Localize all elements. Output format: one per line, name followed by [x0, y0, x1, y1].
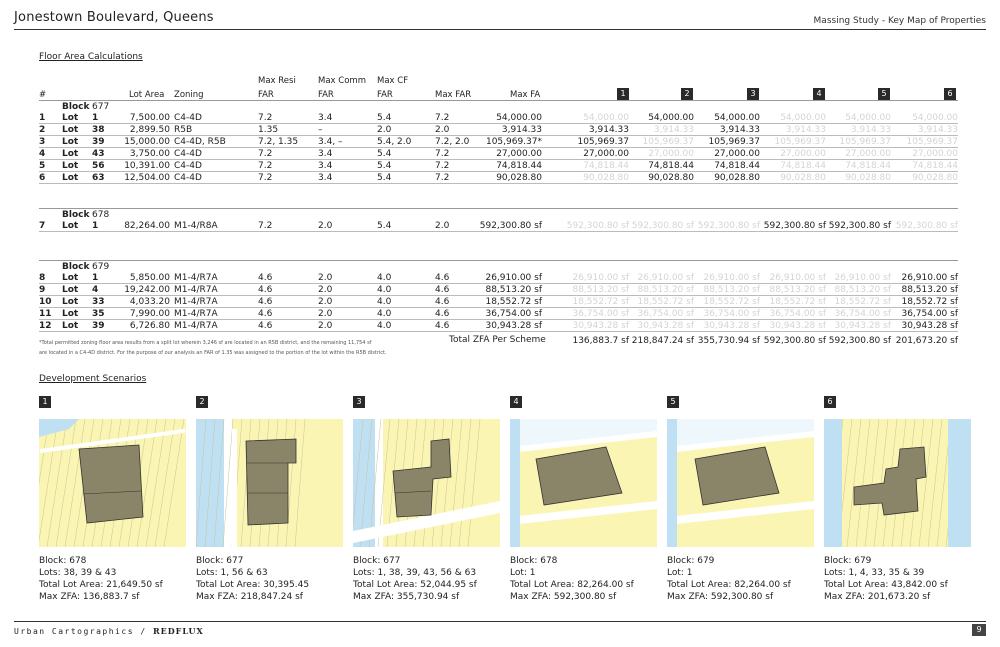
scheme-value: 3,914.33	[785, 125, 826, 135]
col-header-cf-far: FAR	[377, 90, 393, 100]
scenario-lot-area: Total Lot Area: 82,264.00 sf	[510, 580, 634, 590]
zoning: C4-4D	[174, 149, 202, 159]
scheme-total: 218,847.24 sf	[631, 336, 694, 346]
max-far: 7.2, 2.0	[435, 137, 470, 147]
table-row	[39, 148, 958, 160]
scheme-total: 355,730.94 sf	[697, 336, 760, 346]
scheme-value: 30,943.28 sf	[834, 321, 891, 331]
max-cf-far: 2.0	[377, 125, 392, 135]
scheme-value: 27,000.00	[780, 149, 826, 159]
max-far: 7.2	[435, 149, 450, 159]
scheme-value: 27,000.00	[845, 149, 891, 159]
max-fa: 88,513.20 sf	[485, 285, 542, 295]
table-row	[39, 272, 958, 284]
lot-number: 39	[92, 137, 105, 147]
lot-label: Lot	[62, 321, 79, 331]
scheme-value: 18,552.72 sf	[769, 297, 826, 307]
scheme-value: 36,754.00 sf	[834, 309, 891, 319]
block-header-row	[39, 100, 958, 112]
row-number: 5	[39, 161, 46, 171]
max-far: 4.6	[435, 321, 450, 331]
max-resi-far: 7.2	[258, 149, 273, 159]
scenario-card	[353, 396, 500, 603]
scenario-site-map	[824, 419, 971, 547]
max-far: 4.6	[435, 309, 450, 319]
scenario-card	[824, 396, 971, 603]
max-resi-far: 7.2	[258, 161, 273, 171]
page-number: 9	[972, 624, 986, 636]
scheme-value: 88,513.20 sf	[572, 285, 629, 295]
scenario-lot-area: Total Lot Area: 52,044.95 sf	[353, 580, 477, 590]
max-resi-far: 4.6	[258, 309, 273, 319]
lot-number: 63	[92, 173, 105, 183]
max-comm-far: 3.4	[318, 161, 333, 171]
scheme-value: 592,300.80 sf	[828, 221, 891, 231]
scheme-value: 88,513.20 sf	[703, 285, 760, 295]
max-fa: 30,943.28 sf	[485, 321, 542, 331]
scheme-value: 54,000.00	[912, 113, 958, 123]
scheme-value: 30,943.28 sf	[769, 321, 826, 331]
max-comm-far: 3.4	[318, 113, 333, 123]
scheme-value: 105,969.37	[774, 137, 826, 147]
scenario-lots: Lots: 1, 4, 33, 35 & 39	[824, 568, 925, 578]
max-cf-far: 5.4	[377, 149, 392, 159]
scheme-1-badge: 1	[617, 88, 629, 100]
scheme-value: 74,818.44	[845, 161, 891, 171]
scenario-number-badge: 1	[39, 396, 51, 408]
lot-area: 3,750.00	[129, 149, 170, 159]
zoning: M1-4/R7A	[174, 285, 218, 295]
col-header-max-resi: Max Resi	[258, 76, 296, 86]
lot-number: 56	[92, 161, 105, 171]
table-row	[39, 136, 958, 148]
scheme-value: 26,910.00 sf	[834, 273, 891, 283]
block-number: 678	[92, 210, 110, 220]
scheme-value: 90,028.80	[845, 173, 891, 183]
lot-area: 5,850.00	[129, 273, 170, 283]
section-title-floor-area: Floor Area Calculations	[39, 52, 143, 62]
scheme-value: 54,000.00	[845, 113, 891, 123]
scenario-site-map	[196, 419, 343, 547]
scheme-value: 3,914.33	[917, 125, 958, 135]
max-comm-far: 2.0	[318, 273, 333, 283]
scenario-lots: Lot: 1	[667, 568, 693, 578]
scheme-value: 27,000.00	[714, 149, 760, 159]
max-cf-far: 5.4	[377, 221, 392, 231]
scenario-lots: Lots: 38, 39 & 43	[39, 568, 117, 578]
scheme-value: 36,754.00 sf	[769, 309, 826, 319]
scheme-value: 26,910.00 sf	[901, 273, 958, 283]
scheme-value: 18,552.72 sf	[901, 297, 958, 307]
lot-number: 1	[92, 113, 99, 123]
row-number: 6	[39, 173, 46, 183]
scheme-value: 3,914.33	[719, 125, 760, 135]
zoning: M1-4/R8A	[174, 221, 218, 231]
col-header-num: #	[39, 90, 47, 100]
max-comm-far: 2.0	[318, 321, 333, 331]
scheme-4-badge: 4	[813, 88, 825, 100]
scheme-value: 30,943.28 sf	[901, 321, 958, 331]
col-header-zoning: Zoning	[174, 90, 204, 100]
col-header-max-cf: Max CF	[377, 76, 409, 86]
max-comm-far: 3.4, –	[318, 137, 343, 147]
scenario-details	[353, 555, 500, 603]
scenario-lot-area: Total Lot Area: 43,842.00 sf	[824, 580, 948, 590]
scheme-value: 74,818.44	[583, 161, 629, 171]
scheme-value: 105,969.37	[839, 137, 891, 147]
scheme-value: 30,943.28 sf	[572, 321, 629, 331]
col-header-max-fa: Max FA	[510, 90, 541, 100]
max-comm-far: 3.4	[318, 149, 333, 159]
row-number: 11	[39, 309, 52, 319]
max-cf-far: 4.0	[377, 285, 392, 295]
scheme-value: 592,300.80 sf	[566, 221, 629, 231]
table-row	[39, 160, 958, 172]
max-cf-far: 5.4	[377, 113, 392, 123]
scheme-value: 27,000.00	[648, 149, 694, 159]
col-header-lot-area: Lot Area	[129, 90, 165, 100]
col-header-resi-far: FAR	[258, 90, 274, 100]
max-resi-far: 7.2	[258, 221, 273, 231]
lot-area: 15,000.00	[124, 137, 170, 147]
lot-label: Lot	[62, 149, 79, 159]
scenario-max-zfa: Max ZFA: 201,673.20 sf	[824, 592, 931, 602]
scheme-value: 88,513.20 sf	[769, 285, 826, 295]
total-zfa-label: Total ZFA Per Scheme	[449, 335, 546, 345]
max-far: 7.2	[435, 173, 450, 183]
scenario-number-badge: 6	[824, 396, 836, 408]
scheme-value: 105,969.37	[642, 137, 694, 147]
lot-number: 39	[92, 321, 105, 331]
scheme-value: 27,000.00	[583, 149, 629, 159]
block-label: Block	[62, 210, 90, 220]
scheme-value: 105,969.37	[708, 137, 760, 147]
lot-area: 10,391.00	[124, 161, 170, 171]
max-fa: 3,914.33	[501, 125, 542, 135]
zoning: C4-4D	[174, 173, 202, 183]
table-row	[39, 308, 958, 320]
max-comm-far: 2.0	[318, 221, 333, 231]
scenario-block: Block: 679	[667, 556, 715, 566]
scenario-card	[196, 396, 343, 603]
scheme-value: 30,943.28 sf	[703, 321, 760, 331]
max-far: 4.6	[435, 273, 450, 283]
lot-number: 1	[92, 273, 99, 283]
block-header-row	[39, 260, 958, 272]
scheme-value: 88,513.20 sf	[637, 285, 694, 295]
scheme-value: 74,818.44	[780, 161, 826, 171]
max-resi-far: 4.6	[258, 321, 273, 331]
max-fa: 90,028.80	[496, 173, 542, 183]
table-row	[39, 124, 958, 136]
scenario-details	[824, 555, 971, 603]
max-cf-far: 4.0	[377, 309, 392, 319]
block-number: 679	[92, 262, 110, 272]
scheme-value: 27,000.00	[912, 149, 958, 159]
col-header-max-far: Max FAR	[435, 90, 472, 100]
scenario-card	[667, 396, 814, 603]
lot-label: Lot	[62, 113, 79, 123]
zoning: C4-4D	[174, 113, 202, 123]
max-far: 2.0	[435, 125, 450, 135]
zoning: M1-4/R7A	[174, 273, 218, 283]
max-cf-far: 4.0	[377, 297, 392, 307]
scheme-value: 18,552.72 sf	[572, 297, 629, 307]
zoning: R5B	[174, 125, 193, 135]
scenario-lot-area: Total Lot Area: 21,649.50 sf	[39, 580, 163, 590]
row-number: 10	[39, 297, 52, 307]
scheme-value: 74,818.44	[912, 161, 958, 171]
block-number: 677	[92, 102, 110, 112]
scenario-number-badge: 3	[353, 396, 365, 408]
zoning: M1-4/R7A	[174, 297, 218, 307]
max-resi-far: 4.6	[258, 297, 273, 307]
max-far: 7.2	[435, 113, 450, 123]
scenario-lots: Lot: 1	[510, 568, 536, 578]
page-subtitle: Massing Study - Key Map of Properties	[813, 16, 986, 26]
max-cf-far: 5.4	[377, 161, 392, 171]
scenario-site-map	[39, 419, 186, 547]
zoning: C4-4D	[174, 161, 202, 171]
page-title: Jonestown Boulevard, Queens	[14, 10, 214, 25]
scheme-total: 201,673.20 sf	[895, 336, 958, 346]
footer-brand	[14, 626, 204, 636]
scenario-card	[39, 396, 186, 603]
lot-number: 1	[92, 221, 99, 231]
max-comm-far: –	[318, 125, 323, 135]
col-header-max-comm: Max Comm	[318, 76, 366, 86]
scenario-max-zfa: Max ZFA: 355,730.94 sf	[353, 592, 460, 602]
scheme-value: 30,943.28 sf	[637, 321, 694, 331]
row-number: 12	[39, 321, 52, 331]
scenario-max-zfa: Max FZA: 218,847.24 sf	[196, 592, 303, 602]
lot-label: Lot	[62, 161, 79, 171]
row-number: 9	[39, 285, 46, 295]
scheme-value: 3,914.33	[850, 125, 891, 135]
scheme-6-badge: 6	[944, 88, 956, 100]
max-fa: 18,552.72 sf	[485, 297, 542, 307]
max-resi-far: 7.2, 1.35	[258, 137, 299, 147]
scenario-block: Block: 677	[196, 556, 244, 566]
scheme-value: 54,000.00	[583, 113, 629, 123]
max-far: 4.6	[435, 285, 450, 295]
max-cf-far: 5.4	[377, 173, 392, 183]
max-comm-far: 3.4	[318, 173, 333, 183]
row-number: 4	[39, 149, 46, 159]
scenario-number-badge: 2	[196, 396, 208, 408]
section-title-development: Development Scenarios	[39, 374, 147, 384]
scenario-max-zfa: Max ZFA: 136,883.7 sf	[39, 592, 140, 602]
row-number: 8	[39, 273, 46, 283]
scenario-details	[667, 555, 814, 603]
scheme-value: 90,028.80	[648, 173, 694, 183]
max-fa: 54,000.00	[496, 113, 542, 123]
lot-label: Lot	[62, 309, 79, 319]
scenario-details	[510, 555, 657, 603]
max-fa: 27,000.00	[496, 149, 542, 159]
max-resi-far: 7.2	[258, 113, 273, 123]
max-resi-far: 7.2	[258, 173, 273, 183]
scenario-lots: Lots: 1, 38, 39, 43, 56 & 63	[353, 568, 477, 578]
table-row	[39, 112, 958, 124]
lot-area: 7,500.00	[129, 113, 170, 123]
lot-label: Lot	[62, 285, 79, 295]
scenario-number-badge: 5	[667, 396, 679, 408]
brand-left: Urban Cartographics	[14, 627, 135, 636]
row-number: 1	[39, 113, 46, 123]
lot-number: 43	[92, 149, 105, 159]
lot-area: 2,899.50	[129, 125, 170, 135]
scheme-value: 54,000.00	[780, 113, 826, 123]
scenario-lot-area: Total Lot Area: 30,395.45	[196, 580, 310, 590]
scheme-value: 26,910.00 sf	[637, 273, 694, 283]
lot-label: Lot	[62, 273, 79, 283]
lot-label: Lot	[62, 125, 79, 135]
scenario-details	[39, 555, 186, 603]
scheme-value: 36,754.00 sf	[637, 309, 694, 319]
totals-row	[39, 335, 958, 347]
scheme-value: 592,300.80 sf	[631, 221, 694, 231]
max-far: 7.2	[435, 161, 450, 171]
scheme-value: 36,754.00 sf	[703, 309, 760, 319]
max-resi-far: 1.35	[258, 125, 279, 135]
scheme-value: 105,969.37	[906, 137, 958, 147]
lot-label: Lot	[62, 221, 79, 231]
lot-label: Lot	[62, 137, 79, 147]
lot-area: 7,990.00	[129, 309, 170, 319]
scenario-site-map	[510, 419, 657, 547]
scheme-value: 26,910.00 sf	[703, 273, 760, 283]
max-comm-far: 2.0	[318, 297, 333, 307]
lot-area: 6,726.80	[129, 321, 170, 331]
brand-right: REDFLUX	[152, 626, 204, 636]
block-label: Block	[62, 262, 90, 272]
max-cf-far: 4.0	[377, 321, 392, 331]
scheme-value: 18,552.72 sf	[703, 297, 760, 307]
max-comm-far: 2.0	[318, 285, 333, 295]
scheme-3-badge: 3	[747, 88, 759, 100]
lot-area: 82,264.00	[124, 221, 170, 231]
table-row	[39, 220, 958, 232]
scheme-value: 88,513.20 sf	[834, 285, 891, 295]
zoning: C4-4D, R5B	[174, 137, 226, 147]
max-resi-far: 4.6	[258, 273, 273, 283]
scenario-block: Block: 677	[353, 556, 401, 566]
scheme-value: 74,818.44	[714, 161, 760, 171]
scenario-number-badge: 4	[510, 396, 522, 408]
scheme-value: 36,754.00 sf	[901, 309, 958, 319]
scheme-total: 136,883.7 sf	[572, 336, 629, 346]
max-comm-far: 2.0	[318, 309, 333, 319]
scheme-value: 90,028.80	[583, 173, 629, 183]
scenario-lots: Lots: 1, 56 & 63	[196, 568, 268, 578]
scheme-value: 54,000.00	[714, 113, 760, 123]
lot-area: 19,242.00	[124, 285, 170, 295]
row-number: 7	[39, 221, 46, 231]
lot-number: 35	[92, 309, 105, 319]
scheme-value: 3,914.33	[653, 125, 694, 135]
scheme-value: 3,914.33	[588, 125, 629, 135]
lot-area: 4,033.20	[129, 297, 170, 307]
page-header	[14, 8, 986, 30]
scheme-5-badge: 5	[878, 88, 890, 100]
lot-number: 4	[92, 285, 99, 295]
scenario-max-zfa: Max ZFA: 592,300.80 sf	[510, 592, 617, 602]
scheme-value: 90,028.80	[912, 173, 958, 183]
row-number: 3	[39, 137, 46, 147]
max-fa: 36,754.00 sf	[485, 309, 542, 319]
col-header-comm-far: FAR	[318, 90, 334, 100]
scheme-total: 592,300.80 sf	[828, 336, 891, 346]
lot-number: 38	[92, 125, 105, 135]
block-header-row	[39, 208, 958, 220]
scheme-value: 54,000.00	[648, 113, 694, 123]
lot-label: Lot	[62, 297, 79, 307]
scheme-value: 18,552.72 sf	[834, 297, 891, 307]
table-row	[39, 296, 958, 308]
scenario-block: Block: 678	[510, 556, 558, 566]
scheme-2-badge: 2	[681, 88, 693, 100]
row-number: 2	[39, 125, 46, 135]
scheme-value: 105,969.37	[577, 137, 629, 147]
max-fa: 105,969.37*	[485, 137, 542, 147]
lot-label: Lot	[62, 173, 79, 183]
scenario-site-map	[667, 419, 814, 547]
table-row	[39, 284, 958, 296]
footnote-line: are located in a C4-4D district. For the purpose of our analysis an FAR of 1.35 was assigned to the portion of the lot within the R5B district.	[39, 350, 387, 356]
zoning: M1-4/R7A	[174, 309, 218, 319]
scenario-site-map	[353, 419, 500, 547]
scheme-value: 18,552.72 sf	[637, 297, 694, 307]
lot-area: 12,504.00	[124, 173, 170, 183]
scenario-lot-area: Total Lot Area: 82,264.00 sf	[667, 580, 791, 590]
scheme-value: 74,818.44	[648, 161, 694, 171]
table-row	[39, 172, 958, 184]
scheme-value: 592,300.80 sf	[895, 221, 958, 231]
max-cf-far: 5.4, 2.0	[377, 137, 412, 147]
brand-separator: /	[134, 627, 153, 636]
max-resi-far: 4.6	[258, 285, 273, 295]
scenario-details	[196, 555, 343, 603]
scheme-value: 36,754.00 sf	[572, 309, 629, 319]
block-label: Block	[62, 102, 90, 112]
scenario-max-zfa: Max ZFA: 592,300.80 sf	[667, 592, 774, 602]
zoning: M1-4/R7A	[174, 321, 218, 331]
max-fa: 592,300.80 sf	[479, 221, 542, 231]
max-cf-far: 4.0	[377, 273, 392, 283]
max-far: 2.0	[435, 221, 450, 231]
scenario-block: Block: 679	[824, 556, 872, 566]
table-row	[39, 320, 958, 332]
max-far: 4.6	[435, 297, 450, 307]
scheme-value: 26,910.00 sf	[769, 273, 826, 283]
page-footer	[14, 621, 986, 637]
scheme-value: 90,028.80	[780, 173, 826, 183]
scenario-card	[510, 396, 657, 603]
lot-number: 33	[92, 297, 105, 307]
scheme-value: 592,300.80 sf	[763, 221, 826, 231]
scheme-value: 90,028.80	[714, 173, 760, 183]
scheme-value: 26,910.00 sf	[572, 273, 629, 283]
scenario-block: Block: 678	[39, 556, 87, 566]
scheme-value: 88,513.20 sf	[901, 285, 958, 295]
scheme-value: 592,300.80 sf	[697, 221, 760, 231]
max-fa: 74,818.44	[496, 161, 542, 171]
scheme-total: 592,300.80 sf	[763, 336, 826, 346]
footnote-line: *Total permitted zoning floor area results from a split lot wherein 3,246 sf are located in an R5B district, and the remaining 11,754 sf	[39, 340, 372, 346]
max-fa: 26,910.00 sf	[485, 273, 542, 283]
